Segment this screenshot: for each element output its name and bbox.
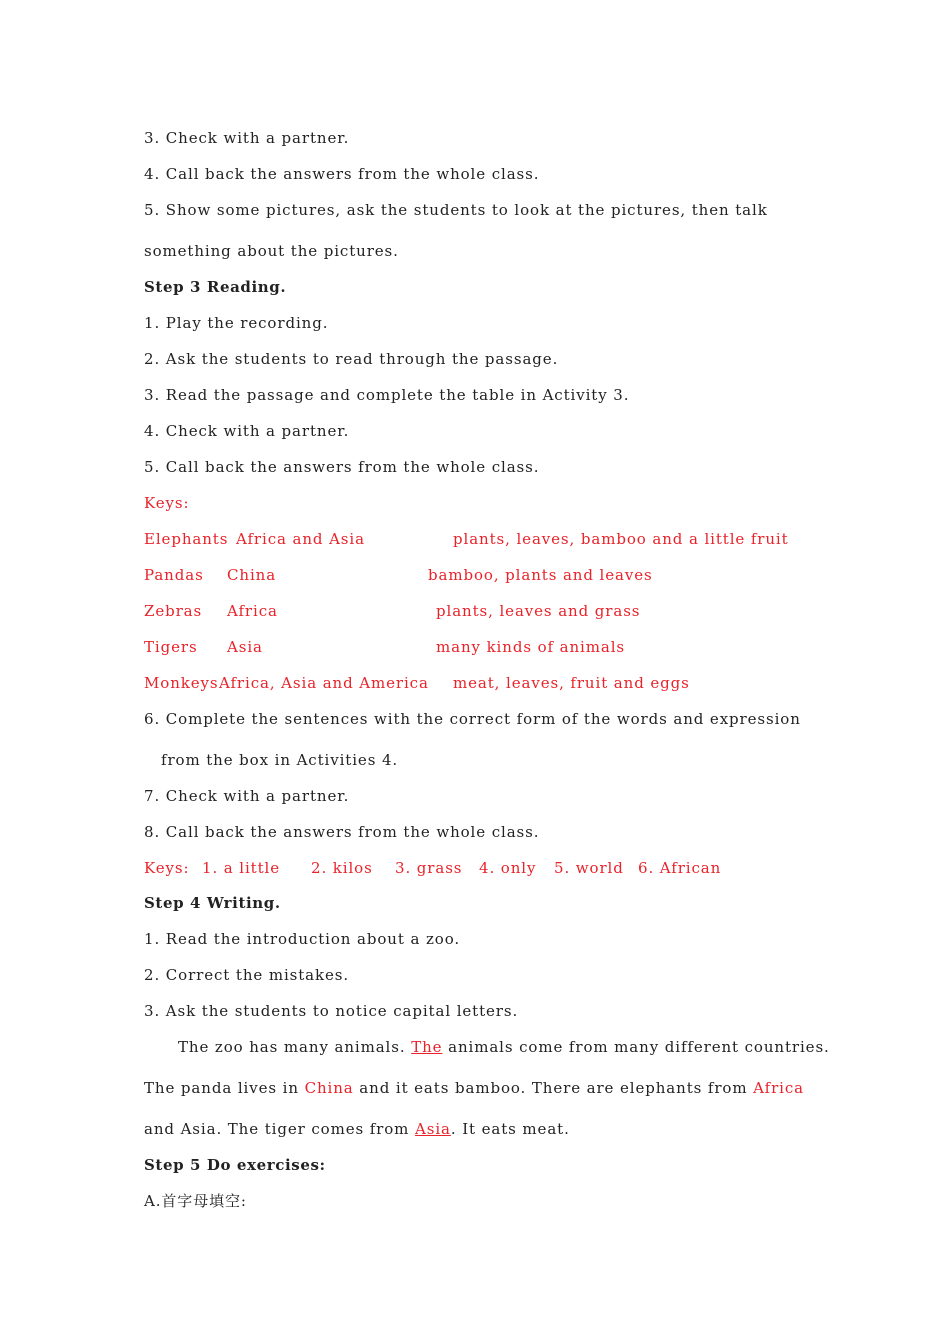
keys-animal: Elephants (144, 530, 229, 548)
step4-heading: Step 4 Writing. (144, 894, 281, 912)
keys-place: Africa (227, 602, 278, 620)
step2-item-5a: 5. Show some pictures, ask the students to look at the pictures, then talk (144, 201, 768, 219)
passage-text: and it eats bamboo. There are elephants from (353, 1079, 754, 1097)
passage-line-3 (144, 1119, 570, 1139)
step3-heading: Step 3 Reading. (144, 278, 287, 296)
keys-food: meat, leaves, fruit and eggs (453, 674, 690, 692)
keys-place: Africa, Asia and America (219, 674, 429, 692)
keys-animal: Pandas (144, 566, 204, 584)
step3-item-2: 2. Ask the students to read through the passage. (144, 350, 559, 368)
keys2-answer: 2. kilos (311, 859, 373, 877)
keys-row (0, 601, 950, 621)
step2-item-5b: something about the pictures. (144, 242, 399, 260)
step3-item-6a: 6. Complete the sentences with the correct form of the words and expression (144, 710, 801, 728)
step2-item-4: 4. Call back the answers from the whole class. (144, 165, 540, 183)
keys-place: Africa and Asia (236, 530, 365, 548)
keys2-row (0, 858, 950, 878)
step3-item-6b: from the box in Activities 4. (161, 751, 399, 769)
passage-text: animals come from many different countries. (442, 1038, 830, 1056)
keys-food: plants, leaves, bamboo and a little fruit (453, 530, 789, 548)
keys-animal: Monkeys (144, 674, 219, 692)
keys2-label: Keys: (144, 859, 190, 877)
passage-text: The panda lives in (144, 1079, 305, 1097)
keys2-answer: 6. African (638, 859, 722, 877)
step3-item-7: 7. Check with a partner. (144, 787, 350, 805)
keys-label: Keys: (144, 494, 190, 512)
keys-row (0, 637, 950, 657)
step3-item-3: 3. Read the passage and complete the table in Activity 3. (144, 386, 630, 404)
step4-item-2: 2. Correct the mistakes. (144, 966, 350, 984)
step5-sub-a: A.首字母填空: (144, 1192, 247, 1210)
step4-item-1: 1. Read the introduction about a zoo. (144, 930, 461, 948)
keys-food: many kinds of animals (436, 638, 625, 656)
passage-line-1 (178, 1037, 830, 1057)
keys-food: bamboo, plants and leaves (428, 566, 653, 584)
keys-row (0, 673, 950, 693)
keys-animal: Zebras (144, 602, 203, 620)
keys-place: Asia (227, 638, 263, 656)
keys-row (0, 565, 950, 585)
passage-text: The zoo has many animals. (178, 1038, 412, 1056)
corrected-word: The (411, 1038, 443, 1056)
step4-item-3: 3. Ask the students to notice capital letters. (144, 1002, 519, 1020)
step3-item-8: 8. Call back the answers from the whole class. (144, 823, 540, 841)
passage-text: and Asia. The tiger comes from (144, 1120, 415, 1138)
keys2-answer: 1. a little (202, 859, 281, 877)
corrected-word: Africa (753, 1079, 804, 1097)
keys2-answer: 4. only (479, 859, 537, 877)
keys-food: plants, leaves and grass (436, 602, 641, 620)
corrected-word: Asia (414, 1120, 451, 1138)
step3-item-1: 1. Play the recording. (144, 314, 329, 332)
passage-text: . It eats meat. (450, 1120, 570, 1138)
passage-line-2 (144, 1078, 804, 1098)
keys-animal: Tigers (144, 638, 198, 656)
step5-heading: Step 5 Do exercises: (144, 1156, 326, 1174)
step3-item-5: 5. Call back the answers from the whole class. (144, 458, 540, 476)
keys-place: China (227, 566, 277, 584)
step3-item-4: 4. Check with a partner. (144, 422, 350, 440)
step2-item-3: 3. Check with a partner. (144, 129, 350, 147)
corrected-word: China (304, 1079, 354, 1097)
keys2-answer: 3. grass (395, 859, 463, 877)
keys2-answer: 5. world (554, 859, 624, 877)
keys-row (0, 529, 950, 549)
